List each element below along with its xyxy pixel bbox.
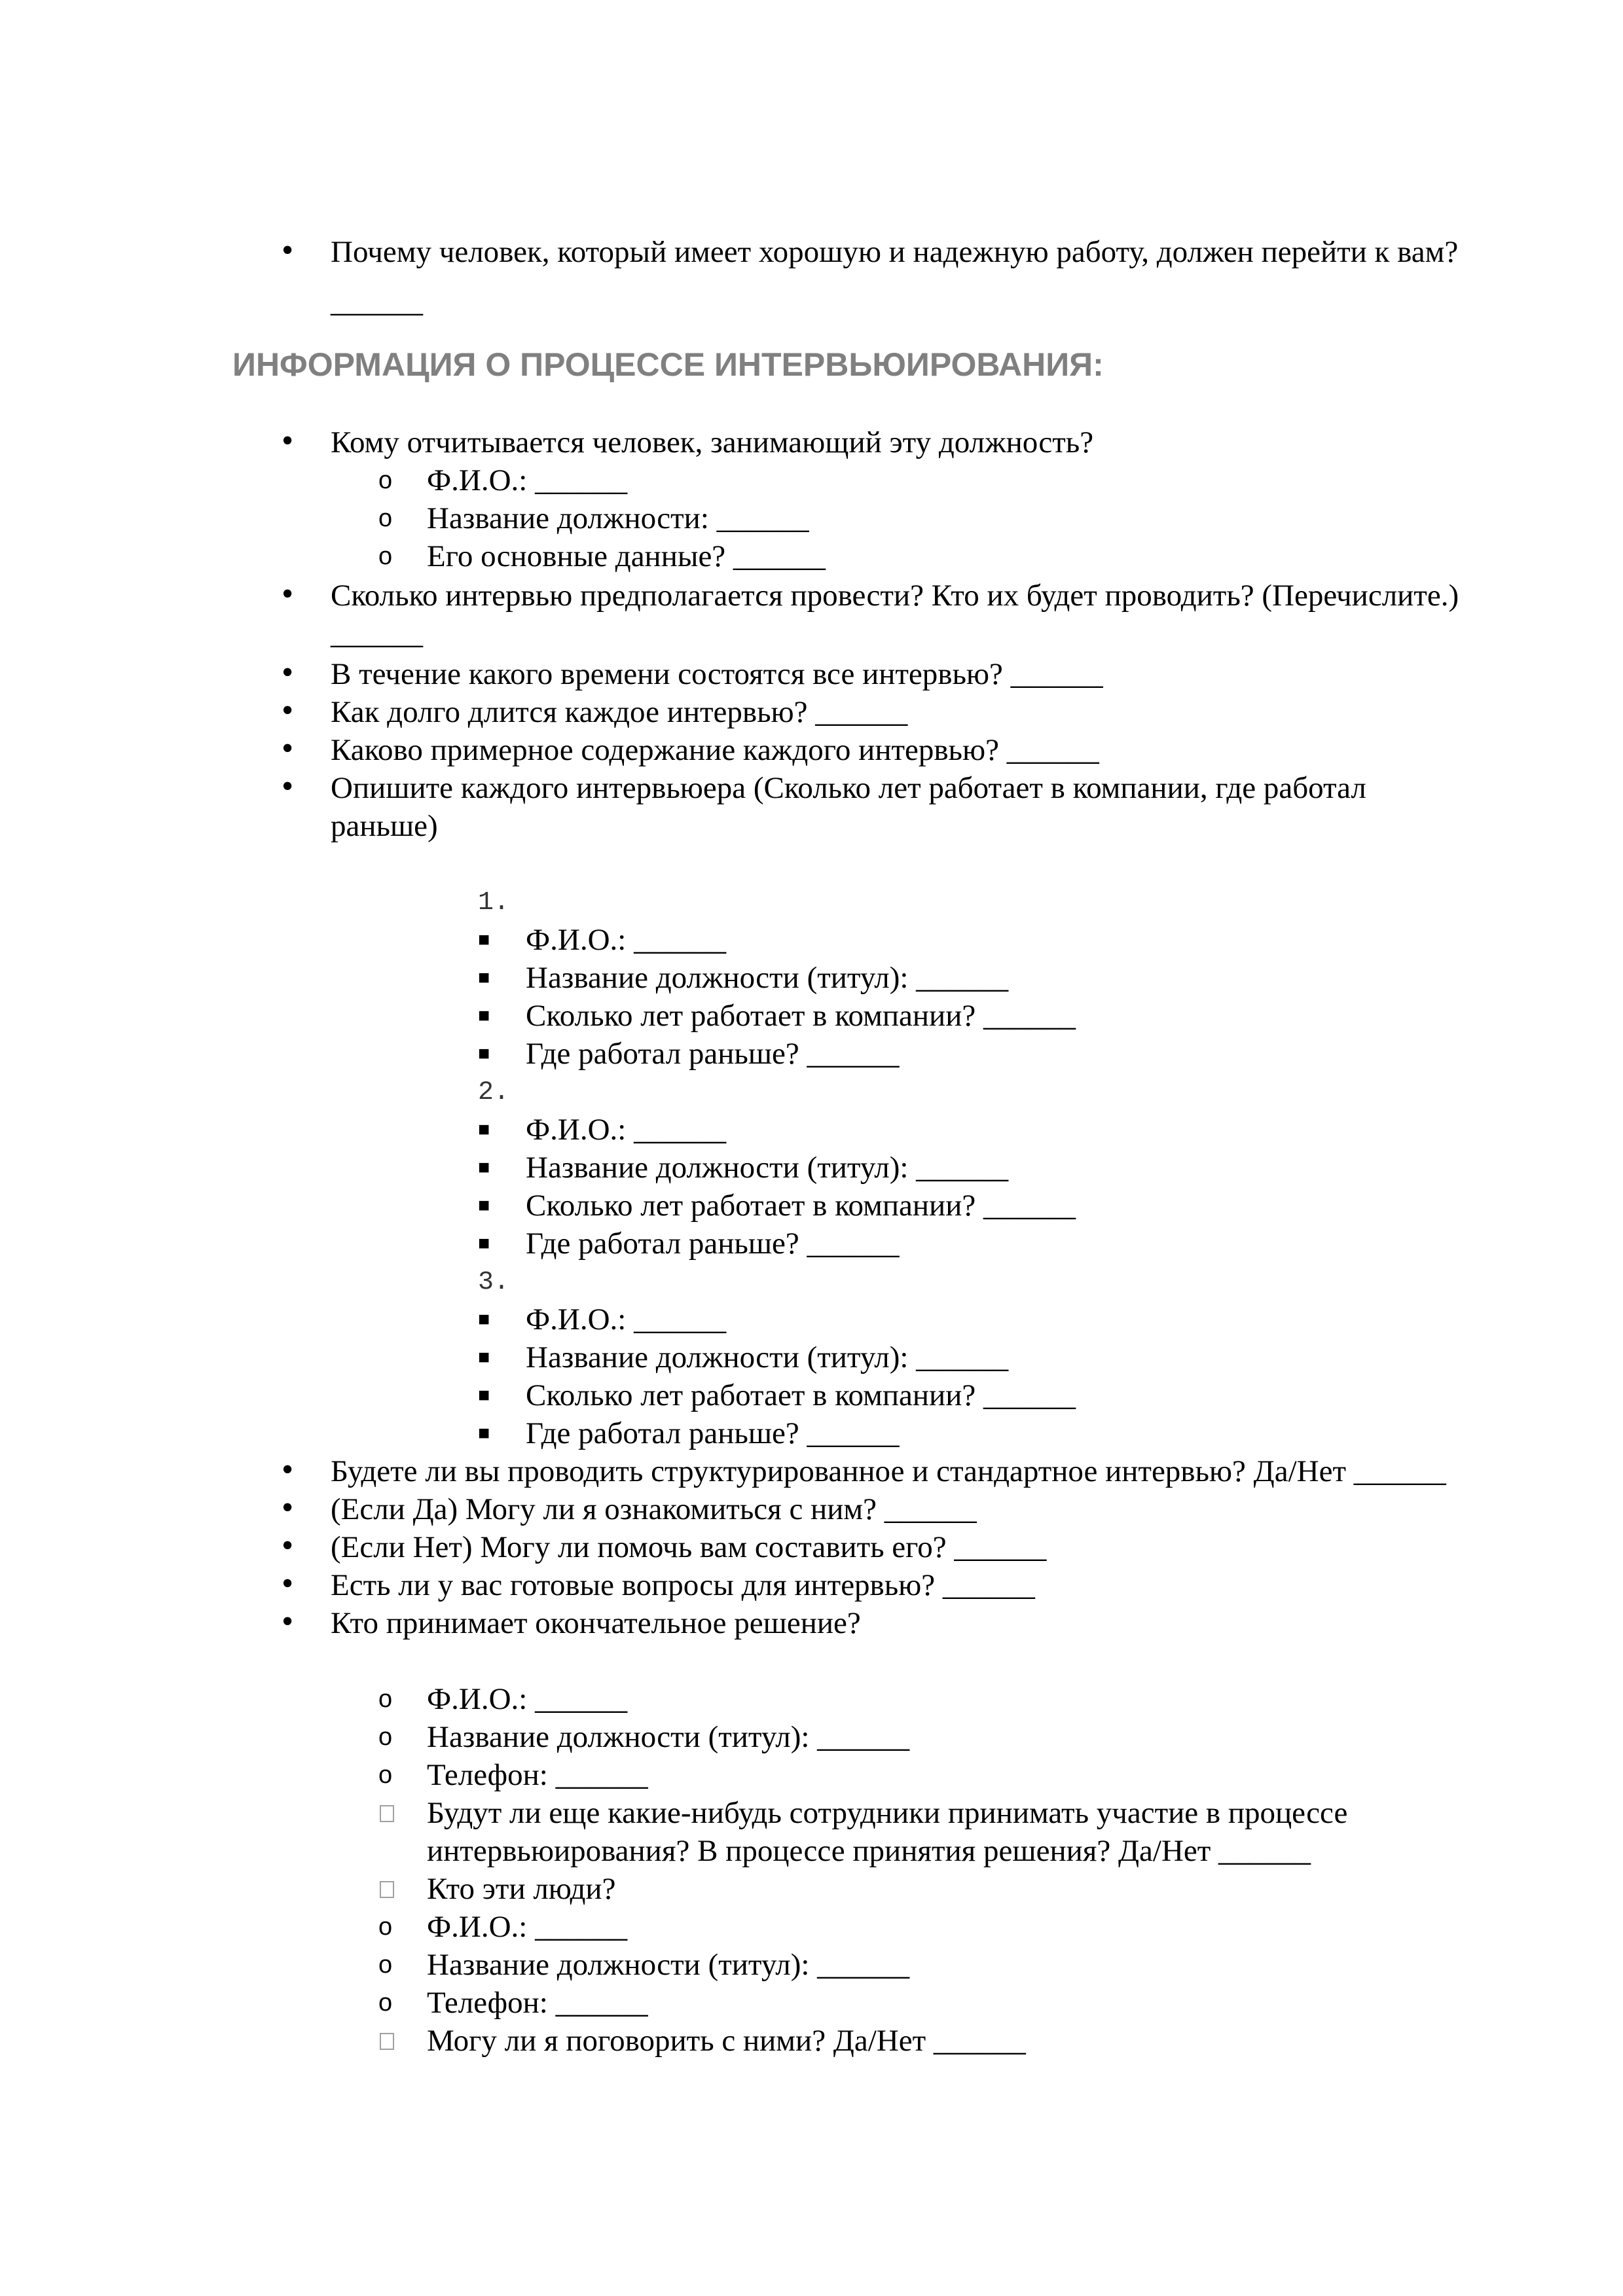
square-bullet-icon: ■ xyxy=(478,1232,490,1254)
square-bullet-icon: ■ xyxy=(478,1005,490,1026)
q-decision: Кто принимает окончательное решение? xyxy=(331,1606,861,1640)
interviewer-number: 2. xyxy=(478,1078,510,1107)
q-who: Кто эти люди? xyxy=(427,1872,616,1906)
q-if-no: (Если Нет) Могу ли помочь вам составить его? ______ xyxy=(331,1530,1047,1564)
interviewer-years-field: Сколько лет работает в компании? ______ xyxy=(526,1378,1076,1412)
square-bullet-icon: ■ xyxy=(478,1308,490,1330)
interviewer-prev-job-field: Где работал раньше? ______ xyxy=(526,1227,900,1261)
interviewer-title-field: Название должности (титул): ______ xyxy=(526,961,1009,995)
interviewer-name-field: Ф.И.О.: ______ xyxy=(526,923,727,957)
reports-name-field: Ф.И.О.: ______ xyxy=(427,463,628,497)
intro-blank: ______ xyxy=(331,285,423,319)
checkbox-icon xyxy=(380,2033,394,2050)
q-reports: Кому отчитывается человек, занимающий эту должность? xyxy=(331,425,1094,459)
staff-name-field: Ф.И.О.: ______ xyxy=(427,1910,628,1944)
q-ready: Есть ли у вас готовые вопросы для интервью? ______ xyxy=(331,1568,1035,1602)
decision-title-field: Название должности (титул): ______ xyxy=(427,1720,910,1754)
circle-bullet-icon: o xyxy=(378,1913,393,1941)
circle-bullet-icon: o xyxy=(378,1989,393,2017)
bullet-icon xyxy=(282,655,293,691)
q-talk: Могу ли я поговорить с ними? Да/Нет ______ xyxy=(427,2024,1026,2058)
square-bullet-icon: ■ xyxy=(478,929,490,950)
checkbox-icon xyxy=(380,1881,394,1898)
q-describe: Опишите каждого интервьюера (Сколько лет работает в компании, где работал xyxy=(331,771,1366,805)
bullet-icon xyxy=(282,1490,293,1526)
intro-question: Почему человек, который имеет хорошую и надежную работу, должен перейти к вам? xyxy=(331,235,1459,269)
bullet-icon xyxy=(282,1528,293,1564)
square-bullet-icon: ■ xyxy=(478,967,490,988)
square-bullet-icon: ■ xyxy=(478,1157,490,1178)
square-bullet-icon: ■ xyxy=(478,1422,490,1444)
circle-bullet-icon: o xyxy=(378,467,393,494)
checkbox-icon xyxy=(380,1805,394,1822)
interviewer-name-field: Ф.И.О.: ______ xyxy=(526,1113,727,1147)
circle-bullet-icon: o xyxy=(378,1951,393,1979)
interviewer-title-field: Название должности (титул): ______ xyxy=(526,1151,1009,1185)
bullet-icon xyxy=(282,232,293,269)
interviewer-title-field: Название должности (титул): ______ xyxy=(526,1340,1009,1374)
section-heading: ИНФОРМАЦИЯ О ПРОЦЕССЕ ИНТЕРВЬЮИРОВАНИЯ: xyxy=(232,346,1104,383)
square-bullet-icon: ■ xyxy=(478,1384,490,1406)
q-content: Каково примерное содержание каждого интервью? ______ xyxy=(331,733,1099,767)
interviewer-number: 3. xyxy=(478,1268,510,1297)
q-describe-cont: раньше) xyxy=(331,809,438,843)
bullet-icon xyxy=(282,1604,293,1640)
square-bullet-icon: ■ xyxy=(478,1194,490,1216)
bullet-icon xyxy=(282,730,293,767)
bullet-icon xyxy=(282,1566,293,1602)
bullet-icon xyxy=(282,692,293,729)
reports-data-field: Его основные данные? ______ xyxy=(427,539,826,573)
square-bullet-icon: ■ xyxy=(478,1346,490,1368)
interviewer-prev-job-field: Где работал раньше? ______ xyxy=(526,1416,900,1450)
q-count: Сколько интервью предполагается провести? Кто их будет проводить? (Перечислите.) xyxy=(331,579,1459,613)
bullet-icon xyxy=(282,423,293,459)
circle-bullet-icon: o xyxy=(378,1723,393,1751)
bullet-icon xyxy=(282,1452,293,1488)
circle-bullet-icon: o xyxy=(378,543,393,570)
bullet-icon xyxy=(282,576,293,613)
interviewer-years-field: Сколько лет работает в компании? ______ xyxy=(526,1189,1076,1223)
circle-bullet-icon: o xyxy=(378,505,393,532)
bullet-icon xyxy=(282,768,293,805)
square-bullet-icon: ■ xyxy=(478,1043,490,1064)
interviewer-number: 1. xyxy=(478,888,510,918)
interviewer-years-field: Сколько лет работает в компании? ______ xyxy=(526,999,1076,1033)
q-when: В течение какого времени состоятся все интервью? ______ xyxy=(331,657,1103,691)
decision-phone-field: Телефон: ______ xyxy=(427,1758,648,1792)
interviewer-name-field: Ф.И.О.: ______ xyxy=(526,1302,727,1336)
decision-name-field: Ф.И.О.: ______ xyxy=(427,1682,628,1716)
q-duration: Как долго длится каждое интервью? ______ xyxy=(331,695,908,729)
circle-bullet-icon: o xyxy=(378,1761,393,1789)
circle-bullet-icon: o xyxy=(378,1685,393,1713)
interviewer-prev-job-field: Где работал раньше? ______ xyxy=(526,1037,900,1071)
staff-phone-field: Телефон: ______ xyxy=(427,1986,648,2020)
q-structured: Будете ли вы проводить структурированное и стандартное интервью? Да/Нет ______ xyxy=(331,1454,1446,1488)
staff-title-field: Название должности (титул): ______ xyxy=(427,1948,910,1982)
q-count-blank: ______ xyxy=(331,617,423,651)
reports-title-field: Название должности: ______ xyxy=(427,501,809,535)
q-staff-cont: интервьюирования? В процессе принятия решения? Да/Нет ______ xyxy=(427,1834,1311,1868)
q-if-yes: (Если Да) Могу ли я ознакомиться с ним? ______ xyxy=(331,1492,977,1526)
q-staff: Будут ли еще какие-нибудь сотрудники принимать участие в процессе xyxy=(427,1796,1348,1830)
square-bullet-icon: ■ xyxy=(478,1119,490,1140)
